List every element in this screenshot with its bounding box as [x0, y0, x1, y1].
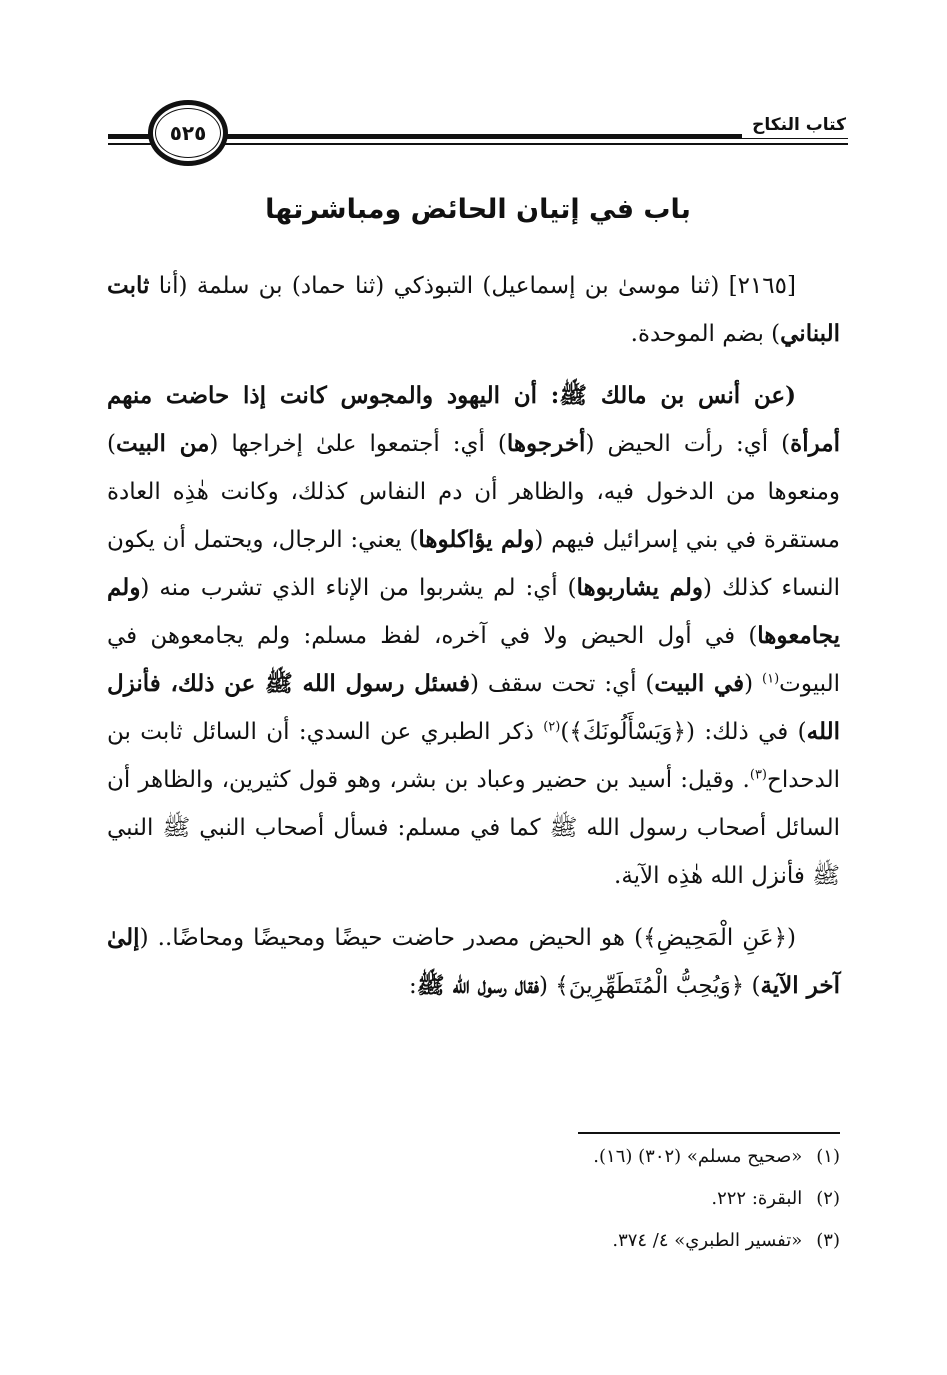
footnote-text: البقرة: ٢٢٢.	[711, 1188, 803, 1209]
bold-run: ثابت البناني	[107, 272, 840, 347]
text-run: (﴿عَنِ الْمَحِيضِ﴾) هو الحيض مصدر حاضت حيضًا ومحيضًا ومحاضًا.. (	[139, 925, 796, 951]
bold-run: (عن أنس بن مالك ﷺ:	[537, 382, 796, 409]
bold-run: ولم يشاربوها	[576, 574, 704, 601]
text-run: . وقيل: أسيد بن حضير وعباد بن بشر، وهو قول كثيرين، والظاهر أن السائل أصحاب رسول الله ﷺ كما في مسلم: فسأل أصحاب النبي ﷺ النبي ﷺ فأنزل الله هٰذِه الآية.	[107, 767, 840, 889]
bold-run: ولم يؤاكلوها	[418, 526, 535, 553]
header-rule-left-thin	[108, 143, 153, 145]
text-run: ذكر الطبري عن السدي: أن السائل ثابت بن الدحداح	[107, 719, 840, 793]
footnote-divider	[578, 1132, 840, 1134]
paragraph-hadith-chain	[107, 262, 840, 358]
section-title: باب في إتيان الحائض ومباشرتها	[265, 194, 691, 225]
bold-run: أخرجوها	[506, 430, 586, 457]
text-run: ) ومنعوها من الدخول فيه، والظاهر أن دم النفاس كذلك، وكانت هٰذِه العادة مستقرة في بني إسرائيل فيهم (	[107, 431, 840, 553]
paragraph-quran-commentary	[107, 914, 840, 1010]
footnote-number: (١)	[816, 1146, 840, 1167]
bold-run: أن اليهود والمجوس كانت إذا حاضت منهم أمرأة	[107, 382, 840, 457]
page-number: ٥٢٥	[155, 108, 221, 158]
footnotes	[107, 1146, 840, 1272]
footnote-3	[107, 1230, 840, 1252]
header-rule-thin	[213, 143, 848, 145]
footnote-text: «تفسير الطبري» ٤/ ٣٧٤.	[612, 1230, 803, 1251]
text-run: ) في ذلك: (﴿وَيَسْأَلُونَكَ﴾)	[560, 719, 807, 745]
text-run: ) أي: تحت سقف (	[469, 671, 655, 697]
footnote-text: «صحيح مسلم» (٣٠٢) (١٦).	[593, 1146, 803, 1167]
text-run: ) أي: أجتمعوا علىٰ إخراجها (	[209, 431, 507, 457]
text-run: ) أي: رأت الحيض (	[585, 431, 791, 457]
bold-run: في البيت	[654, 670, 745, 697]
footnote-ref-1[interactable]: (١)	[762, 671, 780, 687]
footnote-1	[107, 1146, 840, 1168]
text-run: ) في أول الحيض ولا في آخره، لفظ مسلم: ولم يجامعوهن في البيوت	[107, 623, 840, 697]
footnote-ref-3[interactable]: (٣)	[749, 767, 767, 783]
bold-run: ولم يجامعوها	[107, 574, 840, 649]
bold-run: فسئل رسول الله ﷺ عن ذلك، فأنزل الله	[107, 670, 841, 745]
bold-run: من البيت	[115, 430, 210, 457]
footnote-2	[107, 1188, 840, 1210]
chapter-title: كتاب النكاح	[742, 112, 848, 138]
footnote-number: (٣)	[816, 1230, 840, 1251]
page-number-badge	[148, 100, 228, 166]
bold-run: فقال رسول الله ﷺ	[416, 972, 539, 999]
text-run: (	[744, 671, 763, 697]
text-run: ) أي: لم يشربوا من الإناء الذي تشرب منه (	[140, 575, 577, 601]
footnote-ref-2[interactable]: (٢)	[543, 719, 561, 735]
text-run: ) بضم الموحدة.	[630, 321, 781, 347]
main-text	[107, 262, 840, 1010]
paragraph-hadith-commentary	[107, 372, 840, 900]
text-run: [٢١٦٥] (ثنا موسىٰ بن إسماعيل) التبوذكي (ثنا حماد) بن سلمة (أنا	[149, 273, 796, 299]
running-header	[108, 96, 848, 172]
text-run: :	[409, 973, 417, 999]
header-rule-left-thick	[108, 134, 153, 139]
footnote-number: (٢)	[816, 1188, 840, 1209]
text-run: ) يعني: الرجال، ويحتمل أن يكون النساء كذلك (	[107, 527, 841, 601]
bold-run: إلىٰ آخر الآية	[107, 924, 840, 999]
text-run: ) ﴿وَيُحِبُّ الْمُتَطَهِّرِينَ﴾ (	[538, 973, 761, 999]
